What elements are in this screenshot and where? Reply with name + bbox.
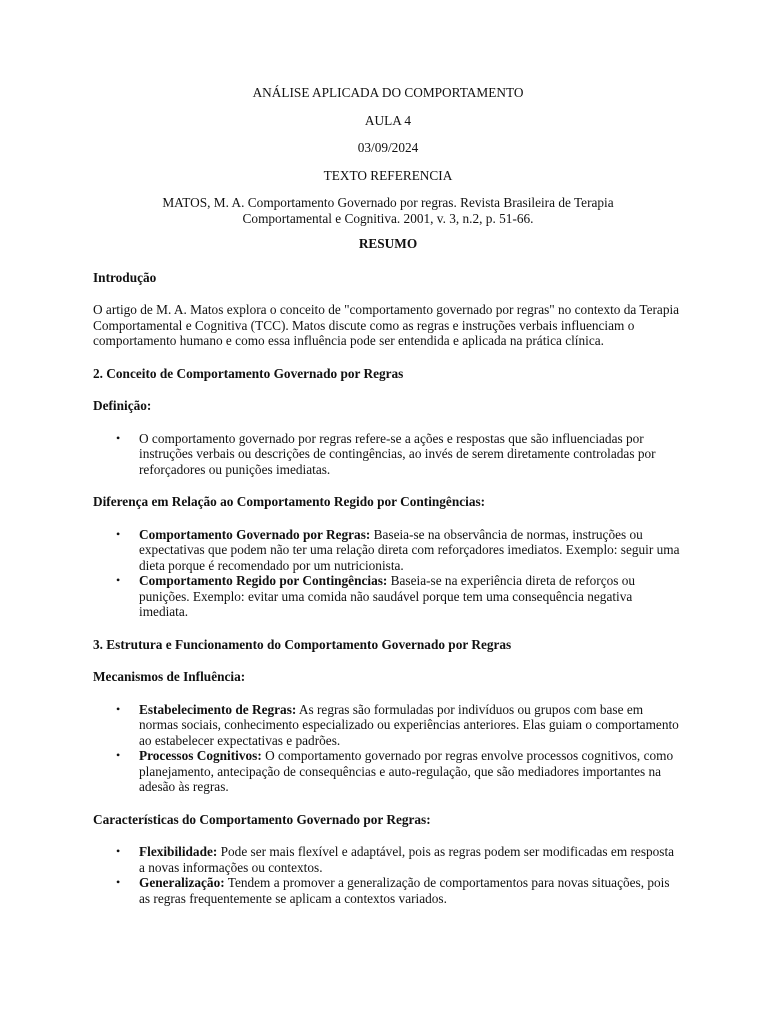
section-2-heading: 2. Conceito de Comportamento Governado por Regras [93, 365, 404, 381]
bullet-icon: • [116, 844, 121, 858]
definition-heading: Definição: [93, 398, 152, 413]
list-item-term: Flexibilidade: [139, 844, 218, 859]
list-item [116, 748, 683, 795]
list-item [116, 526, 683, 574]
bullet-icon: • [116, 430, 121, 445]
list-item-term: Processos Cognitivos: [139, 748, 262, 763]
characteristics-list [93, 844, 683, 906]
section-3-heading: 3. Estrutura e Funcionamento do Comportamento Governado por Regras [93, 636, 512, 652]
list-item-text: As regras são formuladas por indivíduos ou grupos com base em normas sociais, conhecimento especializado ou experiências anteriores. Elas guiam o comportamento ao estabelecer expectativas e padrões. [139, 701, 683, 748]
list-item-term: Comportamento Governado por Regras: [139, 526, 371, 542]
reference-label: TEXTO REFERENCIA [323, 167, 453, 183]
bullet-icon: • [116, 526, 121, 541]
list-item-text: Baseia-se na experiência direta de reforços ou punições. Exemplo: evitar uma comida não saudável porque tem uma consequência negativa imediata. [139, 573, 639, 619]
list-item [116, 701, 683, 749]
list-item-text: Pode ser mais flexível e adaptável, pois as regras podem ser modificadas em resposta a novas informações ou contextos. [139, 844, 678, 875]
summary-heading: RESUMO [358, 236, 418, 251]
document-page [93, 85, 683, 923]
list-item [116, 430, 683, 478]
mechanisms-list [93, 702, 683, 795]
definition-list [93, 431, 683, 478]
reference-citation: MATOS, M. A. Comportamento Governado por regras. Revista Brasileira de Terapia Comportamental e Cognitiva. 2001, v. 3, n.2, p. 51-66. [162, 195, 614, 226]
document-title: ANÁLISE APLICADA DO COMPORTAMENTO [252, 85, 524, 100]
list-item-text: Tendem a promover a generalização de comportamentos para novas situações, pois as regras frequentemente se aplicam a contextos variados. [139, 875, 673, 906]
list-item-term: Comportamento Regido por Contingências: [139, 573, 388, 588]
mechanisms-heading: Mecanismos de Influência: [93, 669, 246, 684]
list-item [116, 875, 683, 906]
list-item [116, 844, 683, 875]
difference-list [93, 527, 683, 620]
bullet-icon: • [116, 573, 121, 587]
difference-heading: Diferença em Relação ao Comportamento Regido por Contingências: [93, 494, 486, 509]
bullet-icon: • [116, 748, 121, 762]
characteristics-heading: Características do Comportamento Governado por Regras: [93, 811, 431, 827]
list-item [116, 573, 683, 620]
list-item-text: O comportamento governado por regras refere-se a ações e respostas que são influenciadas por instruções verbais ou descrições de contingências, ao invés de serem diretamente controladas por reforçadores ou punições imediatas. [139, 430, 659, 477]
list-item-text: O comportamento governado por regras envolve processos cognitivos, como planejamento, antecipação de consequências e auto-regulação, que são mediadores importantes na adesão às regras. [139, 748, 677, 794]
lesson-number: AULA 4 [364, 112, 412, 128]
intro-heading: Introdução [93, 269, 157, 285]
bullet-icon: • [116, 875, 121, 889]
document-date: 03/09/2024 [357, 140, 419, 155]
bullet-icon: • [116, 701, 121, 716]
list-item-term: Generalização: [139, 875, 225, 890]
list-item-text: Baseia-se na observância de normas, instruções ou expectativas que podem não ter uma relação direta com reforçadores imediatos. Exemplo: seguir uma dieta porque é recomendado por um nutricionista. [139, 526, 683, 573]
list-item-term: Estabelecimento de Regras: [139, 701, 297, 717]
intro-paragraph: O artigo de M. A. Matos explora o conceito de "comportamento governado por regras" no contexto da Terapia Comportamental e Cognitiva (TCC). Matos discute como as regras e instruções verbais influenciam o comportamento humano e como essa influência pode ser entendida e aplicada na prática clínica. [93, 302, 680, 348]
